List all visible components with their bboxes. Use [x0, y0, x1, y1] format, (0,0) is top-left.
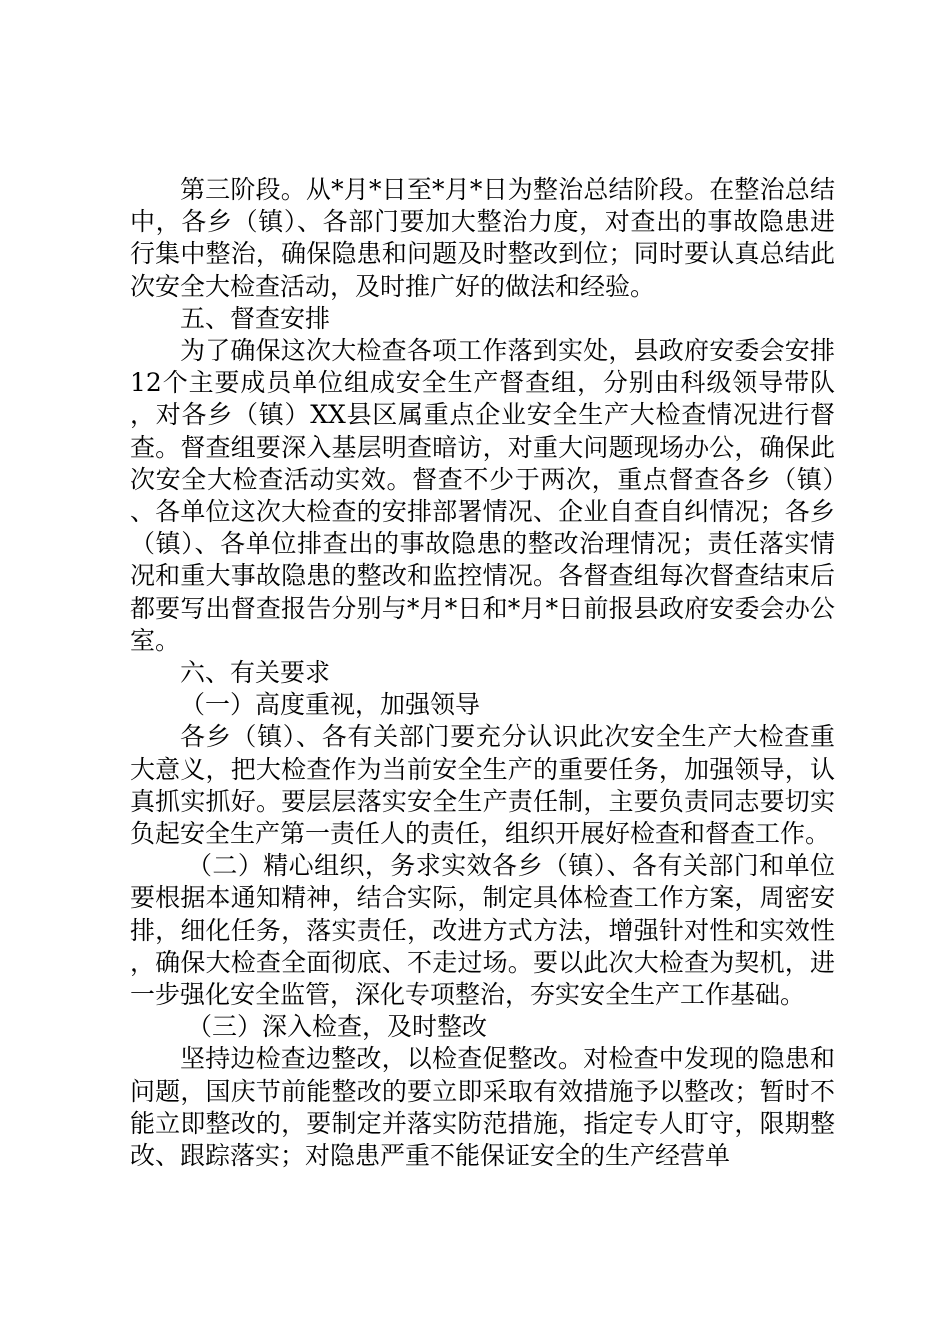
section-heading-supervision: 五、督查安排: [180, 303, 331, 333]
paragraph-organization: （二）精心组织，务求实效各乡（镇）、各有关部门和单位要根据本通知精神，结合实际，制定具体检查工作方案，周密安排，细化任务，落实责任，改进方式方法，增强针对性和实效性，确保大检查全面彻底、不走过场。要以此次大检查为契机，进一步强化安全监管，深化专项整治，夯实安全生产工作基础。: [130, 851, 835, 1010]
paragraph-supervision: 为了确保这次大检查各项工作落到实处，县政府安委会安排12个主要成员单位组成安全生产督查组，分别由科级领导带队，对各乡（镇）XX县区属重点企业安全生产大检查情况进行督查。督查组要深入基层明查暗访，对重大问题现场办公，确保此次安全大检查活动实效。督查不少于两次，重点督查各乡（镇）、各单位这次大检查的安排部署情况、企业自查自纠情况；各乡（镇）、各单位排查出的事故隐患的整改治理情况；责任落实情况和重大事故隐患的整改和监控情况。各督查组每次督查结束后都要写出督查报告分别与*月*日和*月*日前报县政府安委会办公室。: [130, 336, 835, 655]
paragraph-inspection: 坚持边检查边整改，以检查促整改。对检查中发现的隐患和问题，国庆节前能整改的要立即采取有效措施予以整改；暂时不能立即整改的，要制定并落实防范措施，指定专人盯守，限期整改、跟踪落实；对隐患严重不能保证安全的生产经营单: [130, 1044, 835, 1171]
paragraph-leadership: 各乡（镇）、各有关部门要充分认识此次安全生产大检查重大意义，把大检查作为当前安全生产的重要任务，加强领导，认真抓实抓好。要层层落实安全生产责任制，主要负责同志要切实负起安全生产第一责任人的责任，组织开展好检查和督查工作。: [130, 722, 835, 849]
section-heading-requirements: 六、有关要求: [180, 658, 331, 688]
subheading-leadership: （一）高度重视，加强领导: [180, 690, 481, 720]
subheading-inspection: （三）深入检查，及时整改: [187, 1012, 488, 1042]
paragraph-phase-three: 第三阶段。从*月*日至*月*日为整治总结阶段。在整治总结中，各乡（镇）、各部门要加大整治力度，对查出的事故隐患进行集中整治，确保隐患和问题及时整改到位；同时要认真总结此次安全大检查活动，及时推广好的做法和经验。: [130, 175, 835, 301]
document-body: [130, 174, 835, 1172]
